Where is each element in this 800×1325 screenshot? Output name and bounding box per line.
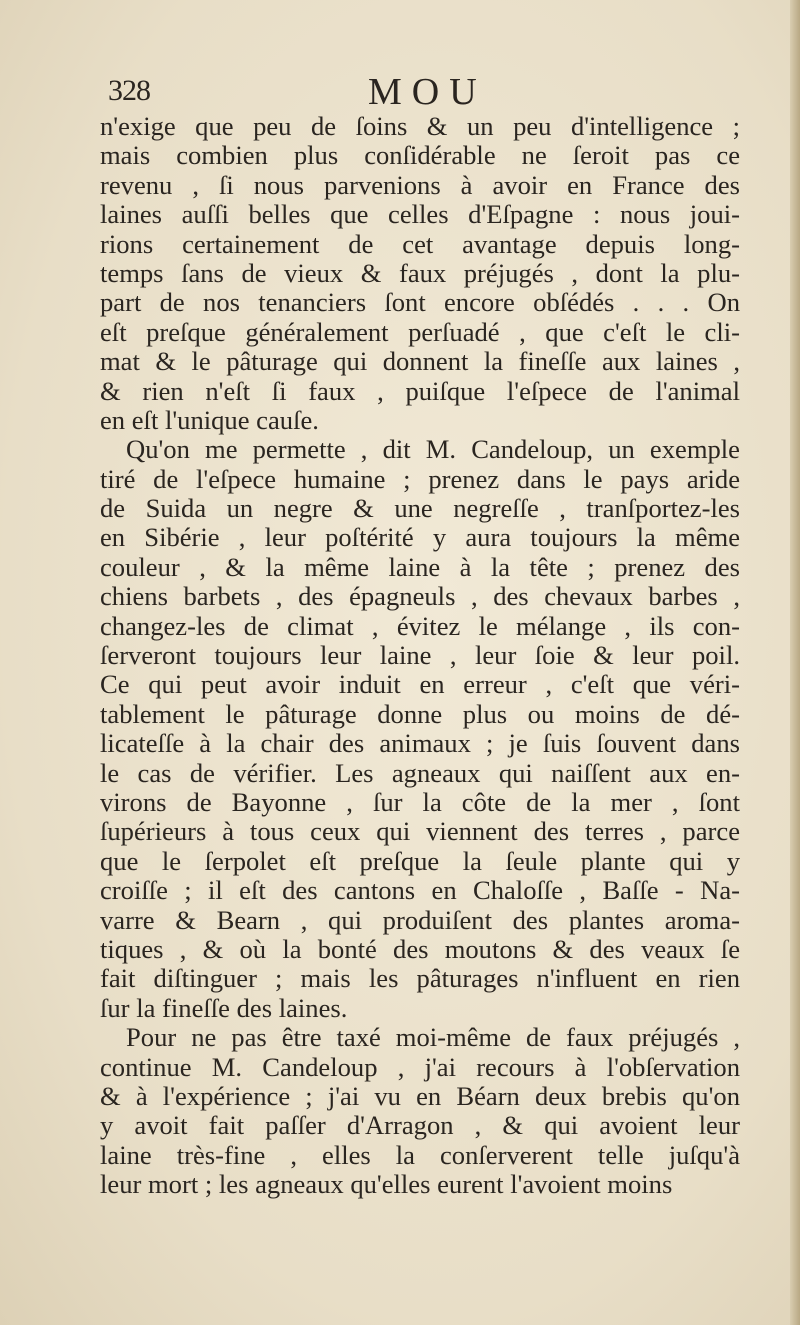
text-line: rions certainement de cet avantage depuis long- [100,229,740,259]
text-line: & à l'expérience ; j'ai vu en Béarn deux brebis qu'on [100,1081,740,1111]
text-line: en eſt l'unique cauſe. [100,405,319,435]
paragraph [100,112,740,435]
text-line: chiens barbets , des épagneuls , des chevaux barbes , [100,582,740,612]
text-line: en Sibérie , leur poſtérité y aura toujours la même [100,523,740,553]
text-line: & rien n'eſt ſi faux , puiſque l'eſpece de l'animal [100,376,740,406]
text-line: tiré de l'eſpece humaine ; prenez dans le pays aride [100,464,740,494]
text-line: laines auſſi belles que celles d'Eſpagne : nous joui- [100,200,740,230]
text-line: ſur la fineſſe des laines. [100,993,348,1023]
text-line: Ce qui peut avoir induit en erreur , c'eſt que véri- [100,670,740,700]
text-line: ſupérieurs à tous ceux qui viennent des terres , parce [100,817,740,847]
text-line: ſerveront toujours leur laine , leur ſoie & leur poil. [100,641,740,671]
text-line: virons de Bayonne , ſur la côte de la mer , ſont [100,787,740,817]
text-line: revenu , ſi nous parvenions à avoir en France des [100,170,740,200]
text-line: y avoit fait paſſer d'Arragon , & qui avoient leur [100,1111,740,1141]
text-line: continue M. Candeloup , j'ai recours à l'obſervation [100,1052,740,1082]
text-line: licateſſe à la chair des animaux ; je ſuis ſouvent dans [100,729,740,759]
text-line: tablement le pâturage donne plus ou moins de dé- [100,699,740,729]
text-line: fait diſtinguer ; mais les pâturages n'influent en rien [100,964,740,994]
page-edge [790,0,800,1325]
text-line: eſt preſque généralement perſuadé , que c'eſt le cli- [100,317,740,347]
text-line: croiſſe ; il eſt des cantons en Chaloſſe , Baſſe - Na- [100,876,740,906]
body-text [100,112,740,1199]
text-line: de Suida un negre & une negreſſe , tranſportez-les [100,494,740,524]
text-line: laine très-fine , elles la conſerverent telle juſqu'à [100,1140,740,1170]
text-line: couleur , & la même laine à la tête ; prenez des [100,552,740,582]
text-line: part de nos tenanciers ſont encore obſédés . . . On [100,288,740,318]
text-line: changez-les de climat , évitez le mélange , ils con- [100,611,740,641]
text-line: mat & le pâturage qui donnent la fineſſe aux laines , [100,347,740,377]
text-line: varre & Bearn , qui produiſent des plantes aroma- [100,905,740,935]
paragraph [100,1023,740,1199]
text-line: Qu'on me permette , dit M. Candeloup, un exemple [126,435,740,465]
text-line: Pour ne pas être taxé moi-même de faux préjugés , [126,1023,740,1053]
text-line: que le ſerpolet eſt preſque la ſeule plante qui y [100,846,740,876]
text-line: le cas de vérifier. Les agneaux qui naiſſent aux en- [100,758,740,788]
text-line: tiques , & où la bonté des moutons & des veaux ſe [100,934,740,964]
running-head: MOU [368,71,487,113]
text-line: temps ſans de vieux & faux préjugés , dont la plu- [100,258,740,288]
text-line: n'exige que peu de ſoins & un peu d'intelligence ; [100,112,740,141]
paragraph [100,435,740,1023]
page-number: 328 [108,74,150,107]
text-line: mais combien plus conſidérable ne ſeroit pas ce [100,141,740,171]
text-line: leur mort ; les agneaux qu'elles eurent l'avoient moins [100,1170,673,1200]
